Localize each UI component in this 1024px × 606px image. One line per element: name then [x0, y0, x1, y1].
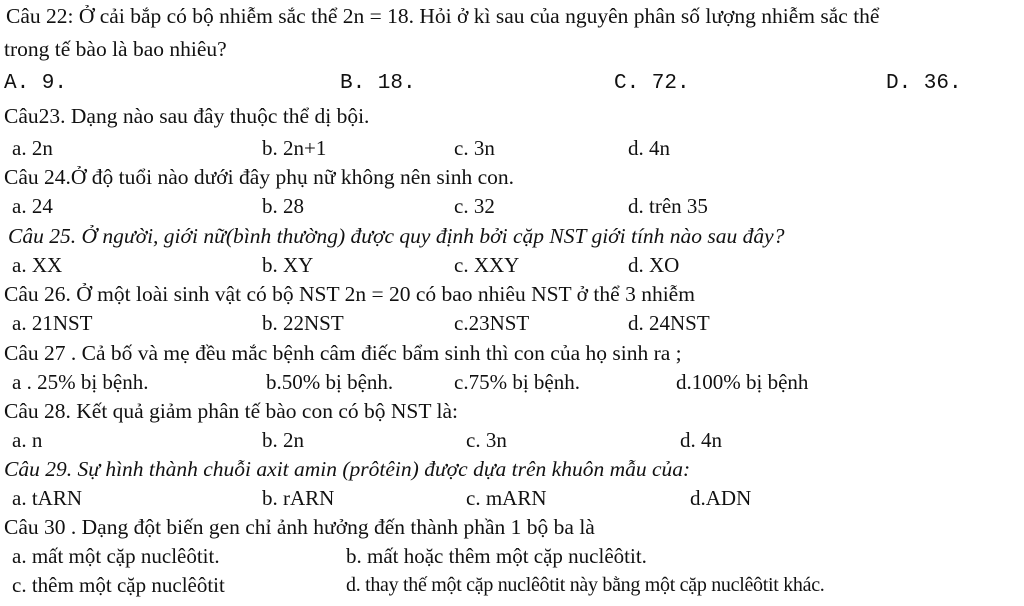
question-28-option-c: c. 3n: [466, 428, 507, 452]
question-30-option-b: b. mất hoặc thêm một cặp nuclêôtit.: [346, 544, 647, 568]
question-26-option-a: a. 21NST: [12, 311, 93, 335]
question-25-option-d: d. XO: [628, 253, 680, 277]
question-23-stem: Câu23. Dạng nào sau đây thuộc thể dị bội.: [4, 104, 370, 128]
question-26-stem: Câu 26. Ở một loài sinh vật có bộ NST 2n = 20 có bao nhiêu NST ở thể 3 nhiễm: [4, 282, 695, 306]
question-23-option-b: b. 2n+1: [262, 136, 327, 160]
question-27-option-a: a . 25% bị bệnh.: [12, 370, 149, 394]
question-30-stem: Câu 30 . Dạng đột biến gen chỉ ảnh hưởng đến thành phần 1 bộ ba là: [4, 515, 595, 539]
question-25-stem: Câu 25. Ở người, giới nữ(bình thường) được quy định bởi cặp NST giới tính nào sau đây?: [8, 224, 785, 248]
question-25-option-b: b. XY: [262, 253, 314, 277]
question-26-option-c: c.23NST: [454, 311, 530, 335]
question-24-option-c: c. 32: [454, 194, 495, 218]
question-28-option-a: a. n: [12, 428, 43, 452]
question-23-option-c: c. 3n: [454, 136, 495, 160]
question-27-stem: Câu 27 . Cả bố và mẹ đều mắc bệnh câm điếc bẩm sinh thì con của họ sinh ra ;: [4, 341, 682, 365]
question-24-option-a: a. 24: [12, 194, 53, 218]
question-27-option-d: d.100% bị bệnh: [676, 370, 809, 394]
question-24-option-d: d. trên 35: [628, 194, 708, 218]
question-25-option-c: c. XXY: [454, 253, 520, 277]
question-26-option-d: d. 24NST: [628, 311, 710, 335]
question-22-stem-line-1: Câu 22: Ở cải bắp có bộ nhiễm sắc thể 2n = 18. Hỏi ở kì sau của nguyên phân số lượng nhiễm sắc thể: [6, 4, 880, 28]
question-30-option-c: c. thêm một cặp nuclêôtit: [12, 573, 225, 597]
question-22-option-c: C. 72.: [614, 72, 690, 95]
question-28-stem: Câu 28. Kết quả giảm phân tế bào con có bộ NST là:: [4, 399, 458, 423]
question-22-option-a: A. 9.: [4, 72, 68, 95]
question-22-stem-line-2: trong tế bào là bao nhiêu?: [4, 37, 227, 61]
question-29-option-a: a. tARN: [12, 486, 82, 510]
question-30-option-a: a. mất một cặp nuclêôtit.: [12, 544, 220, 568]
question-23-option-d: d. 4n: [628, 136, 670, 160]
question-23-option-a: a. 2n: [12, 136, 53, 160]
question-28-option-b: b. 2n: [262, 428, 304, 452]
question-22-option-b: B. 18.: [340, 72, 416, 95]
question-24-stem: Câu 24.Ở độ tuổi nào dưới đây phụ nữ không nên sinh con.: [4, 165, 515, 189]
question-27-option-c: c.75% bị bệnh.: [454, 370, 580, 394]
question-28-option-d: d. 4n: [680, 428, 722, 452]
question-29-option-c: c. mARN: [466, 486, 547, 510]
question-25-option-a: a. XX: [12, 253, 63, 277]
question-29-option-b: b. rARN: [262, 486, 335, 510]
question-29-stem: Câu 29. Sự hình thành chuỗi axit amin (prôtêin) được dựa trên khuôn mẫu của:: [4, 457, 691, 481]
question-30-option-d: d. thay thế một cặp nuclêôtit này bằng một cặp nuclêôtit khác.: [346, 574, 825, 596]
question-22-option-d: D. 36.: [886, 72, 962, 95]
question-27-option-b: b.50% bị bệnh.: [266, 370, 394, 394]
question-24-option-b: b. 28: [262, 194, 304, 218]
question-29-option-d: d.ADN: [690, 486, 752, 510]
question-26-option-b: b. 22NST: [262, 311, 344, 335]
